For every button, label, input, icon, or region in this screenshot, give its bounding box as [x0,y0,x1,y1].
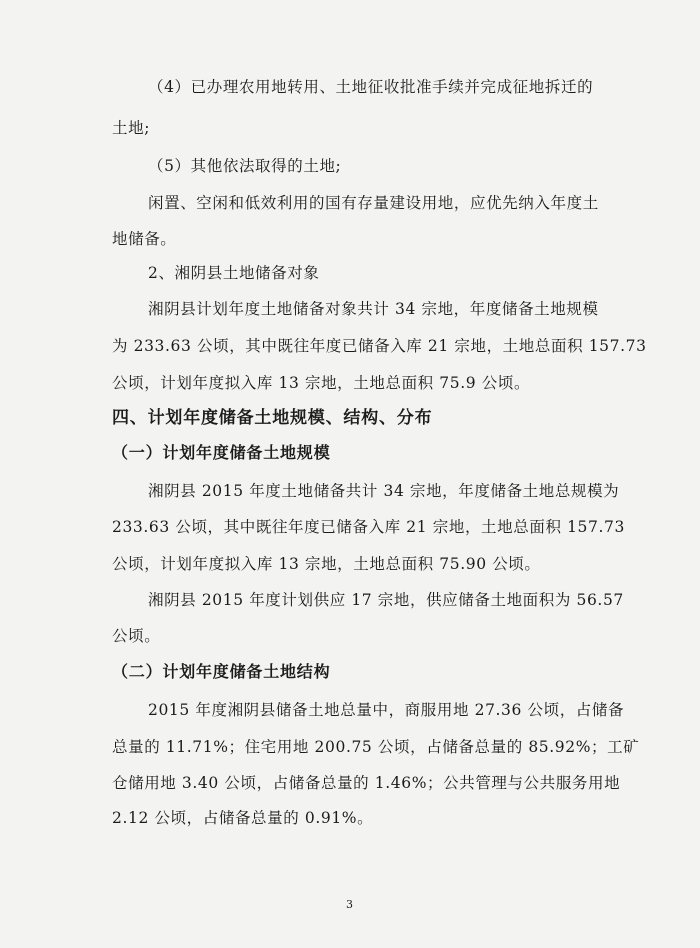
structure-paragraph-line-3: 仓储用地 3.40 公顷，占储备总量的 1.46%；公共管理与公共服务用地 [112,774,621,792]
supply-paragraph-line-1: 湘阴县 2015 年度计划供应 17 宗地，供应储备土地面积为 56.57 [148,591,624,609]
scale-paragraph-line-3: 公顷，计划年度拟入库 13 宗地，土地总面积 75.90 公顷。 [112,555,541,573]
objects-paragraph-line-1: 湘阴县计划年度土地储备对象共计 34 宗地，年度储备土地规模 [148,300,599,318]
subsection-heading-structure: （二）计划年度储备土地结构 [112,662,331,681]
subsection-heading-scale: （一）计划年度储备土地规模 [112,443,331,462]
objects-paragraph-line-3: 公顷，计划年度拟入库 13 宗地，土地总面积 75.9 公顷。 [112,374,531,392]
scale-paragraph-line-1: 湘阴县 2015 年度土地储备共计 34 宗地，年度储备土地总规模为 [148,482,620,500]
priority-paragraph-line-2: 地储备。 [112,230,177,248]
priority-paragraph-line-1: 闲置、空闲和低效利用的国有存量建设用地，应优先纳入年度土 [148,194,599,212]
item-5-line: （5）其他依法取得的土地; [148,157,342,175]
structure-paragraph-line-2: 总量的 11.71%；住宅用地 200.75 公顷，占储备总量的 85.92%；工矿 [112,738,640,756]
item-4-continuation: 土地; [112,119,151,137]
supply-paragraph-line-2: 公顷。 [112,627,161,645]
subheading-storage-objects: 2、湘阴县土地储备对象 [148,264,320,282]
structure-paragraph-line-1: 2015 年度湘阴县储备土地总量中，商服用地 27.36 公顷，占储备 [148,701,625,719]
scale-paragraph-line-2: 233.63 公顷，其中既往年度已储备入库 21 宗地，土地总面积 157.73 [112,518,625,536]
item-4-line: （4）已办理农用地转用、土地征收批准手续并完成征地拆迁的 [148,78,594,96]
section-heading-four: 四、计划年度储备土地规模、结构、分布 [112,408,433,428]
objects-paragraph-line-2: 为 233.63 公顷，其中既往年度已储备入库 21 宗地，土地总面积 157.73 [112,337,647,355]
page-number: 3 [346,898,353,911]
structure-paragraph-line-4: 2.12 公顷，占储备总量的 0.91%。 [112,809,374,827]
